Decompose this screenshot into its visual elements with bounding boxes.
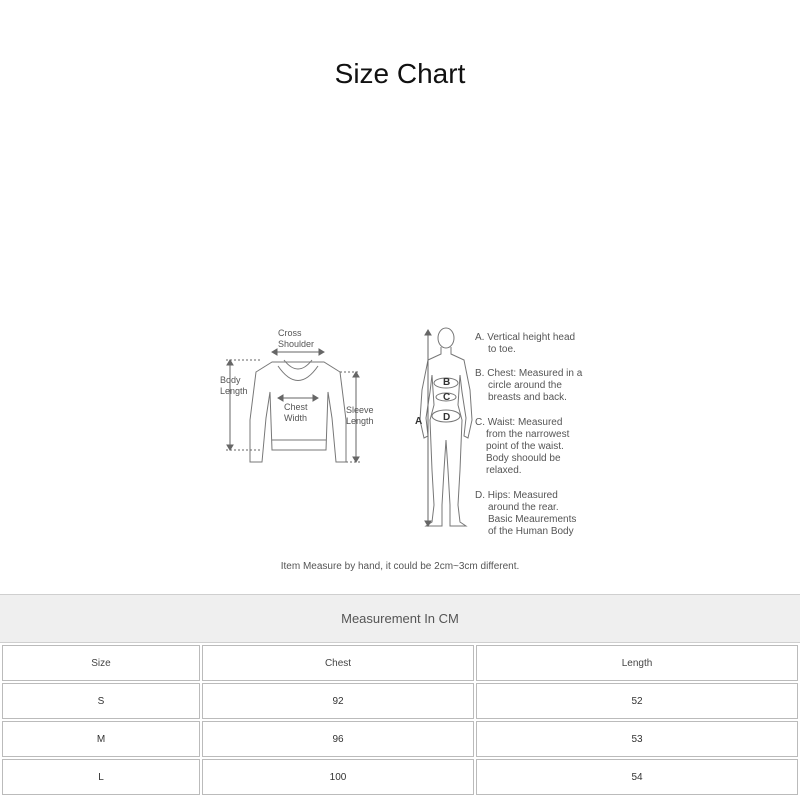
chest-width-label-line1: Chest <box>284 402 308 412</box>
table-row <box>2 683 798 719</box>
note-b-line3: breasts and back. <box>488 392 567 403</box>
note-c-line4: Body shoould be <box>486 453 561 464</box>
note-b-line1: B. Chest: Measured in a <box>475 368 583 379</box>
chest-width-label-line2: Width <box>284 413 308 423</box>
note-b-line2: circle around the <box>488 380 562 391</box>
note-a-line1: A. Vertical height head <box>475 332 576 343</box>
note-d-line2: around the rear. <box>488 502 559 513</box>
table-row <box>2 759 798 795</box>
cross-shoulder-label-line1: Cross <box>278 328 302 338</box>
sleeve-length-label-line2: Length <box>346 416 374 426</box>
body-length-label-line1: Body <box>220 375 241 385</box>
size-cell: L <box>2 759 200 795</box>
chest-cell: 100 <box>202 759 474 795</box>
note-d-line3: Basic Meaurements <box>488 514 577 525</box>
table-header-row <box>2 645 798 681</box>
body-length-label-line2: Length <box>220 386 248 396</box>
cross-shoulder-label-line2: Shoulder <box>278 339 315 349</box>
header-size: Size <box>2 645 200 681</box>
length-cell: 53 <box>476 721 798 757</box>
sleeve-length-label <box>346 405 374 427</box>
note-d <box>475 490 595 538</box>
body-length-label <box>220 375 248 397</box>
header-length: Length <box>476 645 798 681</box>
note-c-line5: relaxed. <box>486 465 522 476</box>
chest-cell: 96 <box>202 721 474 757</box>
table-caption: Measurement In CM <box>0 594 800 643</box>
note-c-line3: point of the waist. <box>486 441 564 452</box>
note-c <box>475 417 595 477</box>
chest-cell: 92 <box>202 683 474 719</box>
letter-a: A <box>415 416 423 427</box>
note-d-line1: D. Hips: Measured <box>475 490 558 501</box>
cross-shoulder-label <box>278 328 314 350</box>
note-d-line4: of the Human Body <box>488 526 574 537</box>
length-cell: 54 <box>476 759 798 795</box>
header-chest: Chest <box>202 645 474 681</box>
letter-b: B <box>443 377 451 388</box>
measure-disclaimer: Item Measure by hand, it could be 2cm~3cm different. <box>280 561 520 572</box>
note-a <box>475 332 595 356</box>
note-b <box>475 368 595 404</box>
page-title: Size Chart <box>334 58 466 89</box>
size-cell: M <box>2 721 200 757</box>
note-a-line2: to toe. <box>488 344 516 355</box>
note-c-line2: from the narrowest <box>486 429 570 440</box>
sleeve-length-label-line1: Sleeve <box>346 405 374 415</box>
length-cell: 52 <box>476 683 798 719</box>
letter-c: C <box>443 392 451 403</box>
note-c-line1: C. Waist: Measured <box>475 417 563 428</box>
letter-d: D <box>443 412 451 423</box>
size-cell: S <box>2 683 200 719</box>
chest-width-label <box>284 402 308 424</box>
table-row <box>2 721 798 757</box>
size-table <box>0 643 800 797</box>
